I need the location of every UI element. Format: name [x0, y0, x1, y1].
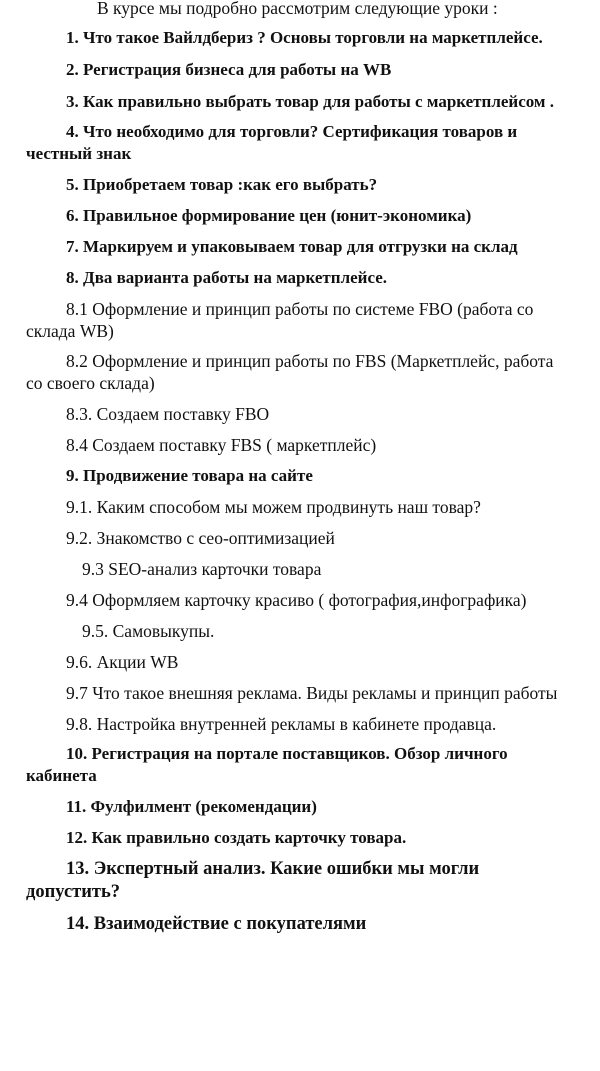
lesson-14: 14. Взаимодействие с покупателями — [66, 914, 367, 934]
lesson-7: 7. Маркируем и упаковываем товар для отгрузки на склад — [66, 237, 518, 256]
lesson-8-4: 8.4 Создаем поставку FBS ( маркетплейс) — [66, 435, 377, 455]
lesson-9-7: 9.7 Что такое внешняя реклама. Виды рекламы и принцип работы — [66, 683, 558, 703]
lesson-8-2: 8.2 Оформление и принцип работы по FBS (Маркетплейс, работа со своего склада) — [26, 351, 554, 393]
lesson-12: 12. Как правильно создать карточку товара. — [66, 828, 407, 847]
lesson-9: 9. Продвижение товара на сайте — [66, 466, 313, 485]
lesson-5: 5. Приобретаем товар :как его выбрать? — [66, 175, 378, 194]
lesson-2: 2. Регистрация бизнеса для работы на WB — [66, 60, 392, 79]
lesson-8: 8. Два варианта работы на маркетплейсе. — [66, 268, 387, 287]
lesson-6: 6. Правильное формирование цен (юнит-экономика) — [66, 206, 472, 225]
lesson-10: 10. Регистрация на портале поставщиков. Обзор личного кабинета — [26, 744, 508, 785]
lesson-3: 3. Как правильно выбрать товар для работы с маркетплейсом . — [66, 92, 555, 111]
lesson-8-3: 8.3. Создаем поставку FBO — [66, 404, 270, 424]
lesson-1: 1. Что такое Вайлдбериз ? Основы торговли на маркетплейсе. — [66, 28, 543, 47]
lesson-11: 11. Фулфилмент (рекомендации) — [66, 797, 317, 816]
intro-text: В курсе мы подробно рассмотрим следующие уроки : — [97, 0, 498, 18]
lesson-9-5: 9.5. Самовыкупы. — [82, 621, 215, 641]
lesson-4: 4. Что необходимо для торговли? Сертификация товаров и честный знак — [26, 122, 518, 163]
lesson-9-6: 9.6. Акции WB — [66, 652, 179, 672]
lesson-9-4: 9.4 Оформляем карточку красиво ( фотография,инфографика) — [66, 590, 527, 610]
lesson-13: 13. Экспертный анализ. Какие ошибки мы могли допустить? — [26, 859, 480, 902]
lesson-9-2: 9.2. Знакомство с сео-оптимизацией — [66, 528, 335, 548]
lesson-9-1: 9.1. Каким способом мы можем продвинуть наш товар? — [66, 497, 481, 517]
lesson-8-1: 8.1 Оформление и принцип работы по системе FBO (работа со склада WB) — [26, 299, 534, 341]
lesson-9-3: 9.3 SEO-анализ карточки товара — [82, 559, 322, 579]
lesson-9-8: 9.8. Настройка внутренней рекламы в кабинете продавца. — [66, 714, 497, 734]
